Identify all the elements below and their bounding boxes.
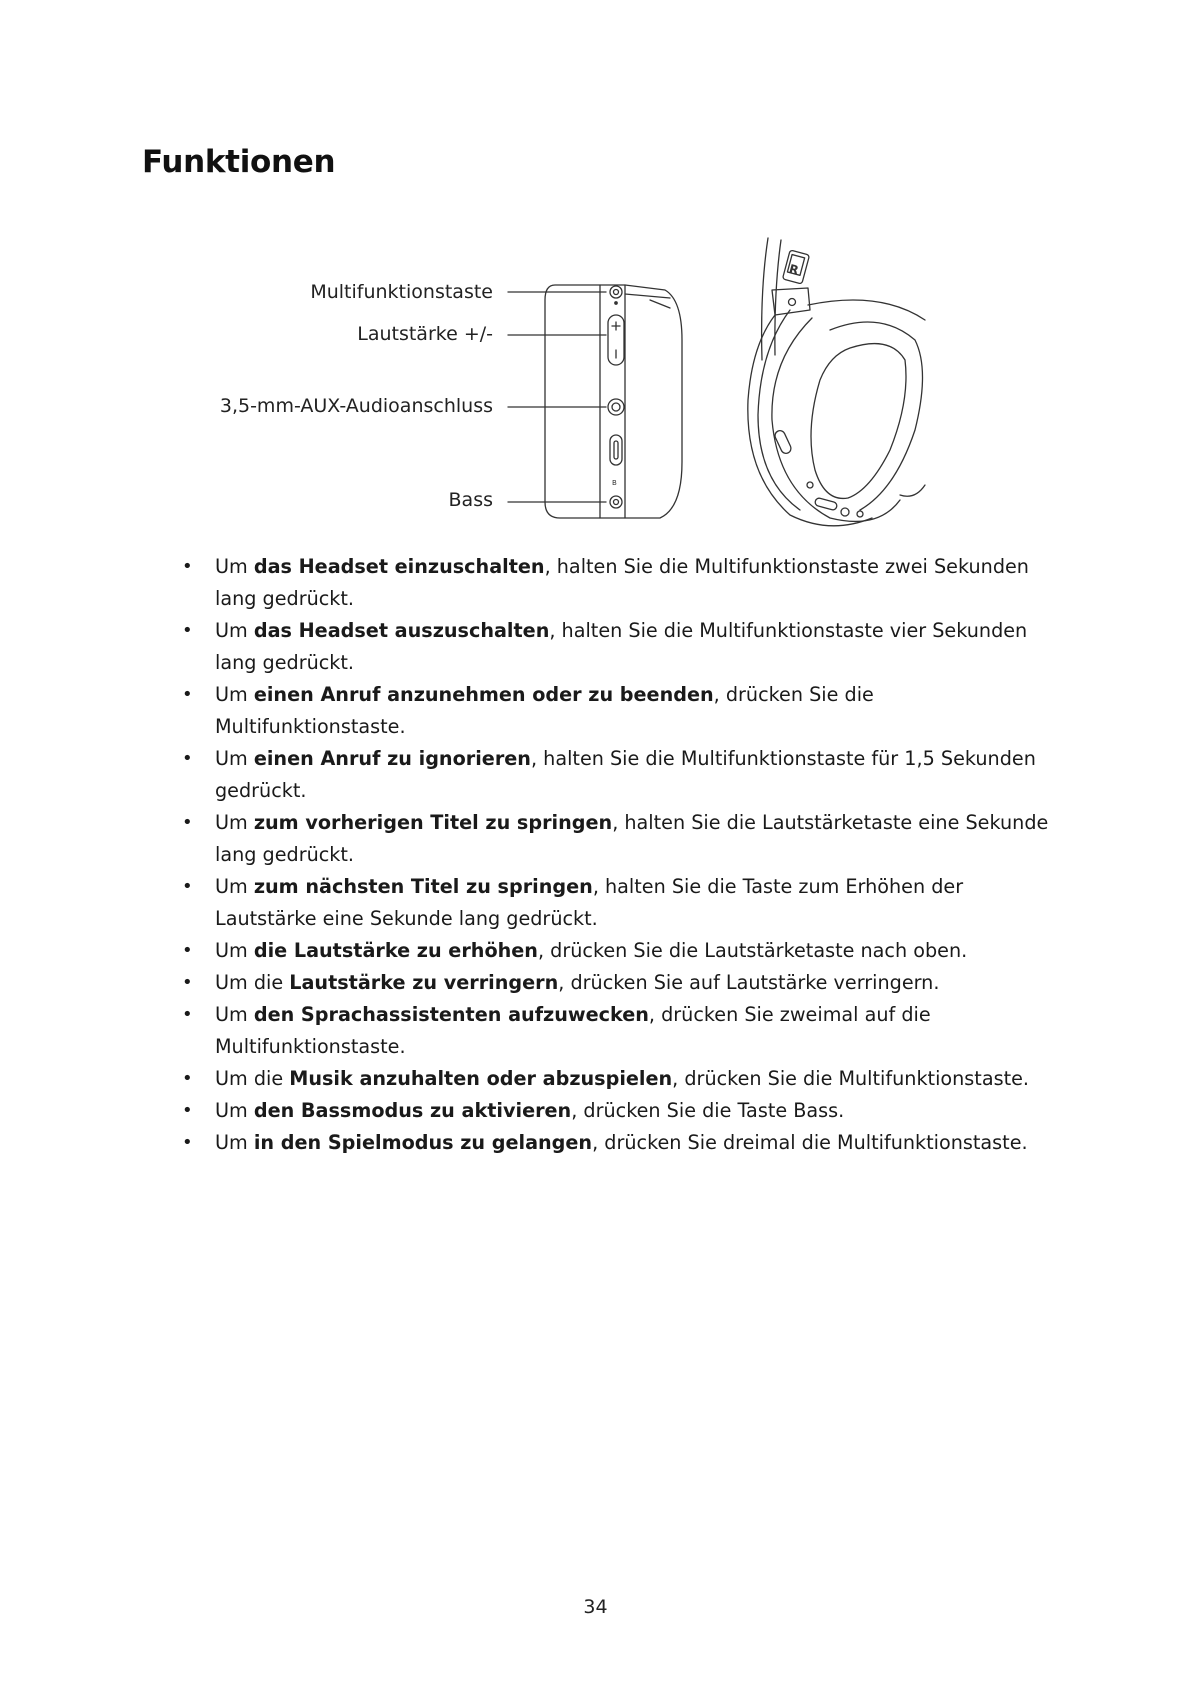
instruction-text: Um die <box>215 971 290 994</box>
bullet-icon: • <box>182 556 193 577</box>
instruction-action: in den Spielmodus zu gelangen <box>253 1131 593 1154</box>
ear-cup-side-view <box>545 285 682 518</box>
instruction-item <box>174 871 1054 935</box>
instruction-text: , drücken Sie dreimal die Multifunktionstaste. <box>592 1131 1028 1154</box>
bullet-icon: • <box>182 812 193 833</box>
headset-angled-view <box>748 238 925 526</box>
instruction-text: , drücken Sie die Lautstärketaste nach oben. <box>537 939 968 962</box>
bass-button-icon <box>610 496 622 508</box>
instruction-item <box>174 967 1054 999</box>
bullet-icon: • <box>182 876 193 897</box>
headset-illustration <box>0 230 1191 540</box>
instruction-action: das Headset auszuschalten <box>253 619 550 642</box>
instruction-text: , drücken Sie die Multifunktionstaste. <box>672 1067 1030 1090</box>
instruction-text: , halten Sie die Multifunktionstaste zwei Sekunden lang gedrückt. <box>215 555 1029 610</box>
headset-diagram <box>0 230 1191 540</box>
bullet-icon: • <box>182 1068 193 1089</box>
instruction-list <box>174 551 1054 1159</box>
usb-c-port-icon <box>610 435 622 465</box>
instruction-text: Um <box>215 555 254 578</box>
instruction-item <box>174 1063 1054 1095</box>
instruction-text: Um <box>215 875 254 898</box>
bullet-icon: • <box>182 1100 193 1121</box>
instruction-text: Um <box>215 1131 254 1154</box>
ear-cup-marker: R <box>787 261 801 278</box>
instruction-action: das Headset einzuschalten <box>253 555 545 578</box>
instruction-item <box>174 615 1054 679</box>
page-number: 34 <box>583 1596 608 1618</box>
bullet-icon: • <box>182 620 193 641</box>
instruction-text: , halten Sie die Taste zum Erhöhen der Lautstärke eine Sekunde lang gedrückt. <box>215 875 964 930</box>
instruction-action: zum vorherigen Titel zu springen <box>253 811 613 834</box>
page-title: Funktionen <box>142 144 336 180</box>
instruction-item <box>174 807 1054 871</box>
instruction-text: Um die <box>215 1067 290 1090</box>
bullet-icon: • <box>182 1132 193 1153</box>
instruction-item <box>174 935 1054 967</box>
instruction-item <box>174 1095 1054 1127</box>
bullet-icon: • <box>182 684 193 705</box>
aux-jack-icon <box>608 399 624 415</box>
instruction-text: , drücken Sie zweimal auf die Multifunktionstaste. <box>215 1003 931 1058</box>
instruction-action: Lautstärke zu verringern <box>289 971 559 994</box>
volume-rocker-icon <box>608 315 624 365</box>
instruction-action: die Lautstärke zu erhöhen <box>253 939 538 962</box>
instruction-text: Um <box>215 683 254 706</box>
instruction-text: Um <box>215 1003 254 1026</box>
instruction-item <box>174 551 1054 615</box>
instruction-text: , halten Sie die Multifunktionstaste vier Sekunden lang gedrückt. <box>215 619 1028 674</box>
instruction-action: den Sprachassistenten aufzuwecken <box>253 1003 649 1026</box>
instruction-text: Um <box>215 811 254 834</box>
callout-bass-label: Bass <box>448 489 493 511</box>
instruction-text: Um <box>215 939 254 962</box>
bullet-icon: • <box>182 1004 193 1025</box>
callout-volume-label: Lautstärke +/- <box>357 323 493 345</box>
multifunction-button-icon <box>610 286 622 298</box>
bullet-icon: • <box>182 940 193 961</box>
instruction-text: Um <box>215 619 254 642</box>
instruction-item <box>174 679 1054 743</box>
instruction-text: Um <box>215 747 254 770</box>
instruction-text: Um <box>215 1099 254 1122</box>
bullet-icon: • <box>182 972 193 993</box>
instruction-text: , drücken Sie die Multifunktionstaste. <box>215 683 874 738</box>
led-icon <box>615 302 617 304</box>
instruction-text: , drücken Sie die Taste Bass. <box>571 1099 845 1122</box>
svg-text:B: B <box>612 479 617 487</box>
instruction-text: , halten Sie die Lautstärketaste eine Sekunde lang gedrückt. <box>215 811 1049 866</box>
instruction-action: Musik anzuhalten oder abzuspielen <box>289 1067 673 1090</box>
instruction-action: einen Anruf zu ignorieren <box>253 747 531 770</box>
instruction-text: , halten Sie die Multifunktionstaste für 1,5 Sekunden gedrückt. <box>215 747 1036 802</box>
instruction-item <box>174 1127 1054 1159</box>
instruction-item <box>174 743 1054 807</box>
callout-aux-label: 3,5-mm-AUX-Audioanschluss <box>219 395 493 417</box>
instruction-text: , drücken Sie auf Lautstärke verringern. <box>558 971 940 994</box>
instruction-item <box>174 999 1054 1063</box>
instruction-action: zum nächsten Titel zu springen <box>253 875 593 898</box>
callout-multifunction-label: Multifunktionstaste <box>310 281 493 303</box>
instruction-action: den Bassmodus zu aktivieren <box>253 1099 572 1122</box>
instruction-action: einen Anruf anzunehmen oder zu beenden <box>253 683 714 706</box>
bullet-icon: • <box>182 748 193 769</box>
